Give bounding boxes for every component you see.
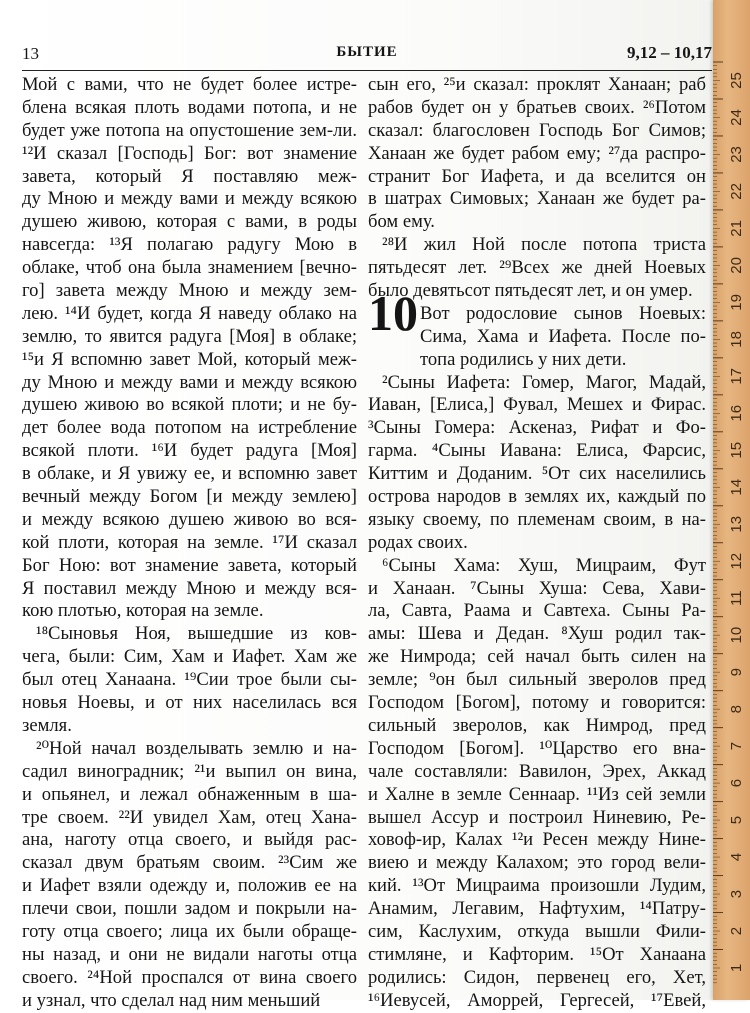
text-line: и узнал, что сделал над ним меньший — [22, 989, 321, 1011]
text-line: и между всякою душею живою во вся- — [22, 508, 357, 530]
ruler-number: 21 — [727, 220, 745, 237]
text-line: вышел Ассур и построил Ниневию, Ре- — [368, 806, 706, 828]
ruler-number: 16 — [727, 404, 745, 422]
text-line: в шатрах Симовых; Ханаан же будет ра- — [368, 188, 706, 210]
text-line: бом ему. — [368, 211, 435, 233]
text-line: Господом [Богом], потому и говорится: — [368, 692, 706, 714]
text-line: Я поставил между Мною и между вся- — [22, 577, 357, 599]
text-line: рабов будет он у братьев своих. ²⁶Потом — [368, 96, 706, 118]
chapter-number: 10 — [368, 285, 418, 341]
ruler-number: 25 — [727, 72, 745, 89]
text-line: лею. ¹⁴И будет, когда Я наведу облако на — [22, 302, 357, 324]
text-line: ¹⁸Сыновья Ноя, вышедшие из ков- — [36, 623, 357, 645]
measuring-ruler — [713, 0, 750, 1000]
ruler-number: 20 — [727, 257, 745, 274]
text-line: топа родились у них дети. — [420, 348, 627, 370]
text-line: ³Сыны Гомера: Аскеназ, Рифат и Фо- — [368, 417, 706, 439]
text-line: земле; ⁹он был сильный зверолов пред — [368, 669, 706, 691]
text-line: Ханаан же будет рабом ему; ²⁷да распро- — [368, 142, 706, 164]
text-line: сказал двум братьям своим. ²³Сим же — [22, 852, 357, 874]
text-line: будет уже потопа на опустошение зем-ли. — [22, 119, 357, 141]
text-line: Иаван, [Елиса,] Фувал, Мешех и Фирас. — [368, 394, 706, 416]
text-line: садил виноградник; ²¹и выпил он вина, — [22, 760, 357, 782]
ruler-number: 2 — [727, 926, 745, 936]
book-title: БЫТИЕ — [336, 44, 398, 60]
text-line: тре своем. ²²И увидел Хам, отец Хана- — [22, 806, 357, 828]
ruler-number: 24 — [727, 109, 745, 126]
text-line: плечи свои, пошли задом и покрыли на- — [22, 898, 357, 920]
ruler-number: 7 — [727, 741, 745, 751]
text-line: ¹⁵и Я вспомню завет Мой, который меж- — [22, 348, 357, 370]
text-line: был отец Ханаана. ¹⁹Сии трое были сы- — [22, 669, 357, 691]
text-line: ду Мною и между вами и между всякою — [22, 371, 357, 393]
text-line: ²Сыны Иафета: Гомер, Магог, Мадай, — [382, 371, 706, 393]
text-line: и Халне в земле Сеннаар. ¹¹Из сей земли — [368, 783, 706, 805]
ruler-number: 11 — [727, 590, 745, 606]
text-line: Анамим, Легавим, Нафтухим, ¹⁴Патру- — [368, 898, 706, 920]
text-line: чале составляли: Вавилон, Эрех, Аккад — [368, 760, 706, 782]
text-line: ²⁰Ной начал возделывать землю и на- — [36, 737, 357, 759]
text-line: своего. ²⁴Ной проспался от вина своего — [22, 966, 357, 988]
text-line: душею живою, которая с вами, в роды — [22, 211, 357, 233]
text-line: Вот родословие сынов Ноевых: — [420, 302, 706, 324]
text-line: и Ханаан. ⁷Сыны Хуша: Сева, Хави- — [368, 577, 706, 599]
text-line: кий. ¹³От Мицраима произошли Лудим, — [368, 875, 706, 897]
text-line: дет более вода потопом на истребление — [22, 417, 357, 439]
ruler-number: 9 — [727, 667, 745, 677]
text-line: блена всякая плоть водами потопа, и не — [22, 96, 357, 118]
text-line: сильный зверолов, как Нимрод, пред — [368, 714, 706, 736]
text-line: Бог Ною: вот знамение завета, который — [22, 554, 357, 576]
ruler-number: 22 — [727, 183, 745, 200]
text-line: всякой плоти. ¹⁶И будет радуга [Моя] — [22, 440, 357, 462]
ruler-number: 12 — [727, 552, 745, 570]
text-line: и опьянел, и лежал обнаженным в ша- — [22, 783, 357, 805]
text-line: чега, были: Сим, Хам и Иафет. Хам же — [22, 646, 357, 668]
left-text-column — [22, 74, 357, 1013]
text-line: родились: Сидон, первенец его, Хет, — [368, 966, 706, 988]
running-header — [22, 40, 712, 71]
ruler-number: 6 — [727, 778, 745, 788]
text-line: сим, Каслухим, откуда вышли Фили- — [368, 920, 706, 942]
text-line: душею живою во всякой плоти; и не бу- — [22, 394, 357, 416]
text-line: Киттим и Доданим. ⁵От сих населились — [368, 463, 706, 485]
text-line: навсегда: ¹³Я полагаю радугу Мою в — [22, 234, 357, 256]
text-line: кой плоти, которая на земле. ¹⁷И сказал — [22, 531, 357, 553]
text-line: земля. — [22, 714, 72, 736]
ruler-number: 17 — [727, 367, 745, 385]
text-line: облаке, чтоб она была знамением [вечно- — [22, 257, 357, 279]
text-line: ана, наготу отца своего, и выйдя рас- — [22, 829, 357, 851]
text-line: Господом [Богом]. ¹⁰Царство его вна- — [368, 737, 706, 759]
ruler-number: 13 — [727, 515, 745, 533]
text-line: новья Ноевы, и от них населилась вся — [22, 692, 357, 714]
chapter-verse-range: 9,12 – 10,17 — [627, 43, 712, 62]
ruler-number: 10 — [727, 626, 745, 644]
text-line: Мой с вами, что не будет более истре- — [22, 74, 357, 95]
text-line: ховоф-ир, Калах ¹²и Ресен между Нине- — [368, 829, 706, 851]
text-line: ¹²И сказал [Господь] Бог: вот знамение — [22, 142, 357, 164]
text-line: родах своих. — [368, 531, 468, 553]
text-line: ¹⁶Иевусей, Аморрей, Гергесей, ¹⁷Евей, — [368, 989, 706, 1011]
text-line: Сима, Хама и Иафета. После по- — [420, 325, 706, 347]
text-line: вечный между Богом [и между землею] — [22, 486, 357, 508]
text-line: же Нимрода; сей начал быть силен на — [368, 646, 706, 668]
text-line: сказал: благословен Господь Бог Симов; — [368, 119, 706, 141]
text-line: амы: Шева и Дедан. ⁸Хуш родил так- — [368, 623, 706, 645]
text-line: стимляне, и Кафторим. ¹⁵От Ханаана — [368, 943, 706, 965]
text-line: ⁶Сыны Хама: Хуш, Мицраим, Фут — [382, 554, 706, 576]
ruler-number: 3 — [727, 889, 745, 899]
text-line: было девятьсот пятьдесят лет, и он умер. — [368, 280, 693, 302]
text-line: ны назад, и они не видали наготы отца — [22, 943, 357, 965]
text-line: землю, то явится радуга [Моя] в облаке; — [22, 325, 357, 347]
text-line: языку своему, по племенам своим, в на- — [368, 508, 706, 530]
text-line: завета, который Я поставляю меж- — [22, 165, 357, 187]
text-line: ²⁸И жил Ной после потопа триста — [382, 234, 706, 256]
ruler-number: 23 — [727, 146, 745, 163]
text-line: го] завета между Мною и между зем- — [22, 280, 357, 302]
page-number: 13 — [22, 44, 39, 63]
ruler-number: 15 — [727, 441, 745, 459]
text-line: виею и между Калахом; это город вели- — [368, 852, 706, 874]
text-line: странит Бог Иафета, и да вселится он — [368, 165, 706, 187]
text-line: и Иафет взяли одежду и, положив ее на — [22, 875, 357, 897]
text-line: острова народов в землях их, каждый по — [368, 486, 706, 508]
ruler-number: 14 — [727, 478, 745, 496]
ruler-number: 5 — [727, 815, 745, 825]
ruler-number: 19 — [727, 294, 745, 311]
text-line: ду Мною и между вами и между всякою — [22, 188, 357, 210]
ruler-number: 4 — [727, 852, 745, 862]
right-text-column — [368, 74, 706, 1013]
text-line: гарма. ⁴Сыны Иавана: Елиса, Фарсис, — [368, 440, 706, 462]
ruler-number: 18 — [727, 331, 745, 348]
text-line: кою плотью, которая на земле. — [22, 600, 264, 622]
ruler-number: 1 — [727, 963, 745, 973]
text-line: в облаке, и Я увижу ее, и вспомню завет — [22, 463, 357, 485]
text-line: ла, Савта, Раама и Савтеха. Сыны Ра- — [368, 600, 706, 622]
text-line: готу отца своего; лица их были обраще- — [22, 920, 357, 942]
ruler-number: 8 — [727, 704, 745, 714]
text-line: сын его, ²⁵и сказал: проклят Ханаан; раб — [368, 74, 706, 95]
text-line: пятьдесят лет. ²⁹Всех же дней Ноевых — [368, 257, 706, 279]
